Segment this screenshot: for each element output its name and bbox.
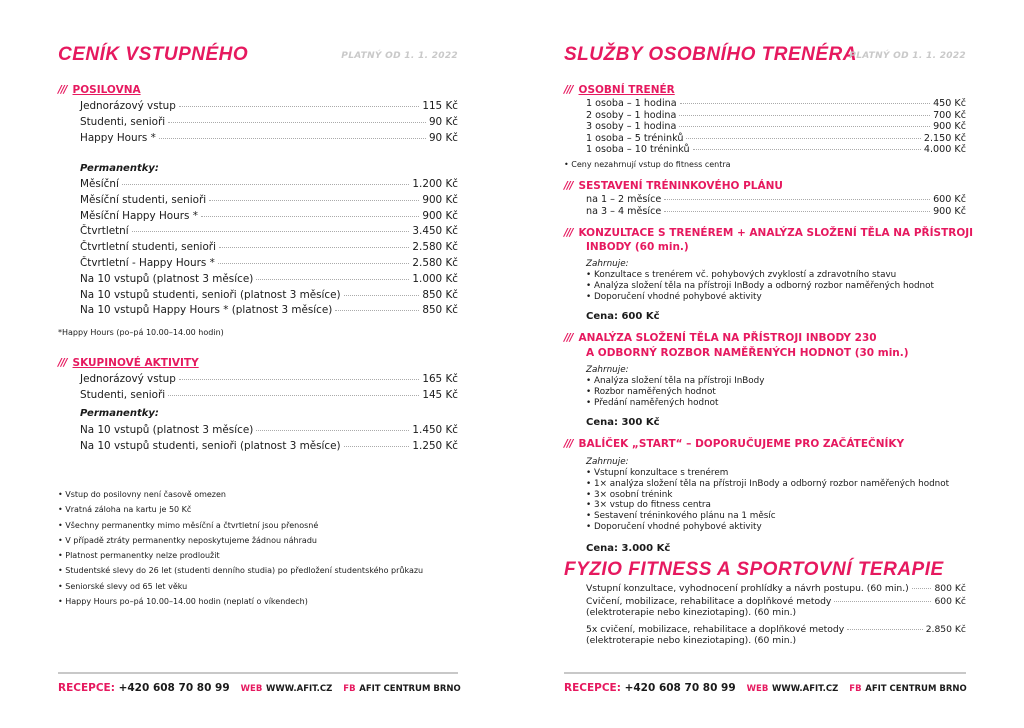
recepce-label: RECEPCE: xyxy=(564,682,621,694)
price-value: 600 Kč xyxy=(934,596,966,607)
section-heading-plan: /// SESTAVENÍ TRÉNINKOVÉHO PLÁNU xyxy=(564,180,783,192)
price-value: 700 Kč xyxy=(933,109,966,121)
price-row xyxy=(586,133,966,145)
footer-divider xyxy=(58,672,458,674)
happy-hours-note: *Happy Hours (po–pá 10.00–14.00 hodin) xyxy=(58,328,224,337)
price-value: 600 Kč xyxy=(933,194,966,205)
dot-leader xyxy=(201,216,419,217)
dot-leader xyxy=(168,395,419,396)
dot-leader xyxy=(256,279,409,280)
price-row-label: Měsíční xyxy=(80,178,119,190)
dot-leader xyxy=(680,103,930,104)
includes-item: • Konzultace s trenérem vč. pohybových zvyklostí a zdravotního stavu xyxy=(586,270,897,280)
fyzio-description xyxy=(586,596,831,618)
phone-number[interactable]: +420 608 70 80 99 xyxy=(118,682,230,694)
includes-item: • Analýza složení těla na přístroji InBody a odborný rozbor naměřených hodnot xyxy=(586,280,934,291)
price-row-label: Na 10 vstupů (platnost 3 měsíce) xyxy=(80,424,254,436)
price-row-label: Studenti, senioři xyxy=(80,115,166,128)
price-row-label: 1 osoba – 10 tréninků xyxy=(586,144,690,156)
dot-leader xyxy=(664,211,930,212)
left-header xyxy=(58,44,458,66)
right-header xyxy=(564,44,966,66)
bullet-item: • Seniorské slevy od 65 let věku xyxy=(58,581,188,591)
price-value: 900 Kč xyxy=(422,209,458,222)
konzultace-includes xyxy=(586,259,934,302)
includes-item: • Analýza složení těla na přístroji InBody xyxy=(586,376,765,386)
dot-leader xyxy=(686,138,920,139)
web-link[interactable]: WWW.AFIT.CZ xyxy=(771,684,839,694)
slash-mark: /// xyxy=(58,84,67,96)
price-row xyxy=(80,194,458,210)
dot-leader xyxy=(912,588,932,589)
price-value: 850 Kč xyxy=(422,288,458,301)
trener-price-list xyxy=(586,98,966,156)
fyzio-line: 5x cvičení, mobilizace, rehabilitace a doplňkové metody xyxy=(586,624,845,635)
plan-price-list xyxy=(586,194,966,217)
fyzio-line: (elektroterapie nebo kineziotaping). (60 min.) xyxy=(586,635,797,646)
price-row xyxy=(80,257,458,273)
price-value: 2.580 Kč xyxy=(412,256,458,269)
price-row-label: 2 osoby – 1 hodina xyxy=(586,109,677,121)
fyzio-description xyxy=(586,624,844,646)
price-row-label: Čtvrtletní - Happy Hours * xyxy=(80,256,215,269)
includes-item: • 1× analýza složení těla na přístroji InBody a odborný rozbor naměřených hodnot xyxy=(586,478,950,489)
price-row-label: na 1 – 2 měsíce xyxy=(586,194,662,205)
slash-mark: /// xyxy=(564,227,573,239)
dot-leader xyxy=(219,247,409,248)
dot-leader xyxy=(847,629,923,630)
analyza-price: Cena: 300 Kč xyxy=(586,417,660,428)
footer-contacts xyxy=(58,682,461,694)
fyzio-line: Vstupní konzultace, vyhodnocení prohlídky a návrh postupu. (60 min.) xyxy=(586,583,909,594)
web-link[interactable]: WWW.AFIT.CZ xyxy=(265,684,333,694)
price-row-label: Na 10 vstupů Happy Hours * (platnost 3 měsíce) xyxy=(80,304,333,317)
includes-label: Zahrnuje: xyxy=(586,457,629,467)
bullet-item: • Platnost permanentky nelze prodloužit xyxy=(58,551,220,561)
price-value: 90 Kč xyxy=(428,131,458,144)
validity-note: PLATNÝ OD 1. 1. 2022 xyxy=(849,51,966,61)
price-row xyxy=(80,225,458,241)
section-heading-konzultace-line2: INBODY (60 min.) xyxy=(586,241,689,253)
includes-label: Zahrnuje: xyxy=(586,259,629,269)
price-row-label: Na 10 vstupů studenti, senioři (platnost 3 měsíce) xyxy=(80,439,341,452)
price-value: 900 Kč xyxy=(933,205,966,217)
bullet-item: • Happy Hours po–pá 10.00–14.00 hodin (neplatí o víkendech) xyxy=(58,597,308,607)
bullet-item: • Všechny permanentky mimo měsíční a čtvrtletní jsou přenosné xyxy=(58,520,319,530)
section-heading-analyza: /// ANALÝZA SLOŽENÍ TĚLA NA PŘÍSTROJI INBODY 230 xyxy=(564,332,877,344)
includes-label: Zahrnuje: xyxy=(586,365,629,375)
price-row-label: 3 osoby – 1 hodina xyxy=(586,121,677,133)
dot-leader xyxy=(335,310,419,311)
price-row-label: 1 osoba – 1 hodina xyxy=(586,98,677,109)
price-row-label: Happy Hours * xyxy=(80,131,156,144)
dot-leader xyxy=(179,379,419,380)
price-value: 900 Kč xyxy=(422,193,458,206)
posilovna-permanentky-list xyxy=(80,178,458,320)
web-label: WEB xyxy=(240,684,263,694)
skupinove-permanentky-list xyxy=(80,424,458,456)
includes-item: • Vstupní konzultace s trenérem xyxy=(586,468,729,478)
left-page xyxy=(58,0,461,728)
price-row-label: Na 10 vstupů studenti, senioři (platnost 3 měsíce) xyxy=(80,288,341,301)
page-title: CENÍK VSTUPNÉHO xyxy=(58,44,249,65)
price-row xyxy=(586,144,966,156)
price-value: 2.850 Kč xyxy=(925,624,966,635)
price-value: 1.450 Kč xyxy=(412,424,458,436)
price-value: 4.000 Kč xyxy=(923,144,966,156)
analyza-includes xyxy=(586,365,764,408)
dot-leader xyxy=(256,430,409,431)
fb-link[interactable]: AFIT CENTRUM BRNO xyxy=(359,684,461,694)
footer-divider xyxy=(564,672,966,674)
bullet-item: • Vratná záloha na kartu je 50 Kč xyxy=(58,505,192,515)
price-row xyxy=(80,373,458,389)
section-heading-analyza-line2: A ODBORNÝ ROZBOR NAMĚŘENÝCH HODNOT (30 min.) xyxy=(586,347,909,359)
dot-leader xyxy=(209,200,419,201)
price-row-label: na 3 – 4 měsíce xyxy=(586,205,662,217)
fb-link[interactable]: AFIT CENTRUM BRNO xyxy=(865,684,967,694)
price-row-label: Studenti, senioři xyxy=(80,388,166,401)
slash-mark: /// xyxy=(564,438,573,450)
price-row xyxy=(80,289,458,305)
price-row xyxy=(80,100,458,116)
price-row-label: Na 10 vstupů (platnost 3 měsíce) xyxy=(80,272,254,285)
price-value: 165 Kč xyxy=(422,373,458,385)
fyzio-price-row xyxy=(586,583,966,594)
posilovna-price-list xyxy=(80,100,458,147)
includes-item: • Rozbor naměřených hodnot xyxy=(586,386,716,397)
includes-item: • 3× vstup do fitness centra xyxy=(586,500,711,511)
fyzio-line: (elektroterapie nebo kineziotaping). (60 min.) xyxy=(586,607,797,618)
price-row xyxy=(586,206,966,218)
fyzio-description xyxy=(586,583,909,594)
fyzio-line: Cvičení, mobilizace, rehabilitace a doplňkové metody xyxy=(586,596,832,607)
dot-leader xyxy=(132,231,410,232)
fb-label: FB xyxy=(849,684,862,694)
dot-leader xyxy=(693,149,921,150)
price-value: 450 Kč xyxy=(933,98,966,109)
dot-leader xyxy=(664,199,930,200)
price-row-label: Čtvrtletní xyxy=(80,225,129,238)
dot-leader xyxy=(218,263,410,264)
price-value: 115 Kč xyxy=(422,100,458,112)
dot-leader xyxy=(344,295,420,296)
dot-leader xyxy=(159,138,426,139)
dot-leader xyxy=(679,115,930,116)
price-row xyxy=(80,132,458,148)
slash-mark: /// xyxy=(564,84,573,96)
slash-mark: /// xyxy=(564,332,573,344)
fyzio-price-row xyxy=(586,596,966,618)
section-heading-skupinove: /// SKUPINOVÉ AKTIVITY xyxy=(58,357,199,369)
phone-number[interactable]: +420 608 70 80 99 xyxy=(624,682,736,694)
price-value: 1.250 Kč xyxy=(412,439,458,452)
bullet-item: • Studentské slevy do 26 let (studenti denního studia) po předložení studentského průkazu xyxy=(58,566,424,576)
price-value: 90 Kč xyxy=(428,115,458,128)
balicek-includes xyxy=(586,457,949,533)
recepce-label: RECEPCE: xyxy=(58,682,115,694)
includes-item: • Doporučení vhodné pohybové aktivity xyxy=(586,521,762,532)
section-heading-posilovna: /// POSILOVNA xyxy=(58,84,141,96)
permanentky-label: Permanentky: xyxy=(80,408,159,419)
permanentky-label: Permanentky: xyxy=(80,163,159,174)
right-page xyxy=(564,0,974,728)
validity-note: PLATNÝ OD 1. 1. 2022 xyxy=(341,51,458,61)
dot-leader xyxy=(344,446,410,447)
rules-bullet-list xyxy=(58,490,423,612)
section-heading-osobni-trener: /// OSOBNÍ TRENÉR xyxy=(564,84,675,96)
bullet-item: • Vstup do posilovny není časově omezen xyxy=(58,490,226,499)
dot-leader xyxy=(122,184,410,185)
balicek-price: Cena: 3.000 Kč xyxy=(586,543,671,554)
slash-mark: /// xyxy=(58,357,67,369)
price-value: 3.450 Kč xyxy=(412,225,458,238)
price-row xyxy=(80,440,458,456)
web-label: WEB xyxy=(746,684,769,694)
price-row-label: Čtvrtletní studenti, senioři xyxy=(80,241,216,254)
section-heading-konzultace: /// KONZULTACE S TRENÉREM + ANALÝZA SLOŽENÍ TĚLA NA PŘÍSTROJI xyxy=(564,227,974,239)
price-value: 1.200 Kč xyxy=(412,178,458,190)
dot-leader xyxy=(834,601,931,602)
price-row-label: Měsíční Happy Hours * xyxy=(80,209,198,222)
includes-item: • Předání naměřených hodnot xyxy=(586,397,719,408)
skupinove-price-list xyxy=(80,373,458,405)
footer-contacts xyxy=(564,682,966,694)
price-value: 145 Kč xyxy=(422,388,458,401)
dot-leader xyxy=(679,126,930,127)
price-value: 900 Kč xyxy=(933,121,966,133)
section-heading-balicek: /// BALÍČEK „START“ – DOPORUČUJEME PRO ZAČÁTEČNÍKY xyxy=(564,438,905,450)
bullet-item: • V případě ztráty permanentky neposkytujeme žádnou náhradu xyxy=(58,535,317,545)
price-value: 2.580 Kč xyxy=(412,241,458,254)
trener-note: • Ceny nezahrnují vstup do fitness centra xyxy=(564,160,731,169)
price-row xyxy=(80,389,458,405)
price-row xyxy=(80,210,458,226)
price-value: 800 Kč xyxy=(934,583,966,594)
price-row xyxy=(80,178,458,194)
dot-leader xyxy=(168,122,426,123)
price-row xyxy=(586,98,966,110)
price-row-label: Jednorázový vstup xyxy=(80,100,176,112)
price-row xyxy=(586,110,966,122)
konzultace-price: Cena: 600 Kč xyxy=(586,311,660,322)
includes-item: • Doporučení vhodné pohybové aktivity xyxy=(586,291,762,302)
price-row xyxy=(80,424,458,440)
price-value: 850 Kč xyxy=(422,304,458,317)
price-row xyxy=(586,194,966,206)
price-row xyxy=(80,273,458,289)
price-value: 2.150 Kč xyxy=(923,132,966,144)
price-row xyxy=(80,116,458,132)
price-row xyxy=(586,121,966,133)
includes-item: • 3× osobní trénink xyxy=(586,489,673,500)
price-row-label: Měsíční studenti, senioři xyxy=(80,193,207,206)
slash-mark: /// xyxy=(564,180,573,192)
fyzio-price-row xyxy=(586,624,966,646)
fb-label: FB xyxy=(343,684,356,694)
dot-leader xyxy=(179,106,419,107)
includes-item: • Sestavení tréninkového plánu na 1 měsíc xyxy=(586,511,776,522)
price-row-label: 1 osoba – 5 tréninků xyxy=(586,132,684,144)
price-row xyxy=(80,241,458,257)
price-row-label: Jednorázový vstup xyxy=(80,373,176,385)
fyzio-price-list xyxy=(586,583,966,652)
fyzio-title: FYZIO FITNESS A SPORTOVNÍ TERAPIE xyxy=(564,559,944,580)
price-row xyxy=(80,304,458,320)
price-value: 1.000 Kč xyxy=(412,272,458,285)
page-title: SLUŽBY OSOBNÍHO TRENÉRA xyxy=(564,44,858,65)
